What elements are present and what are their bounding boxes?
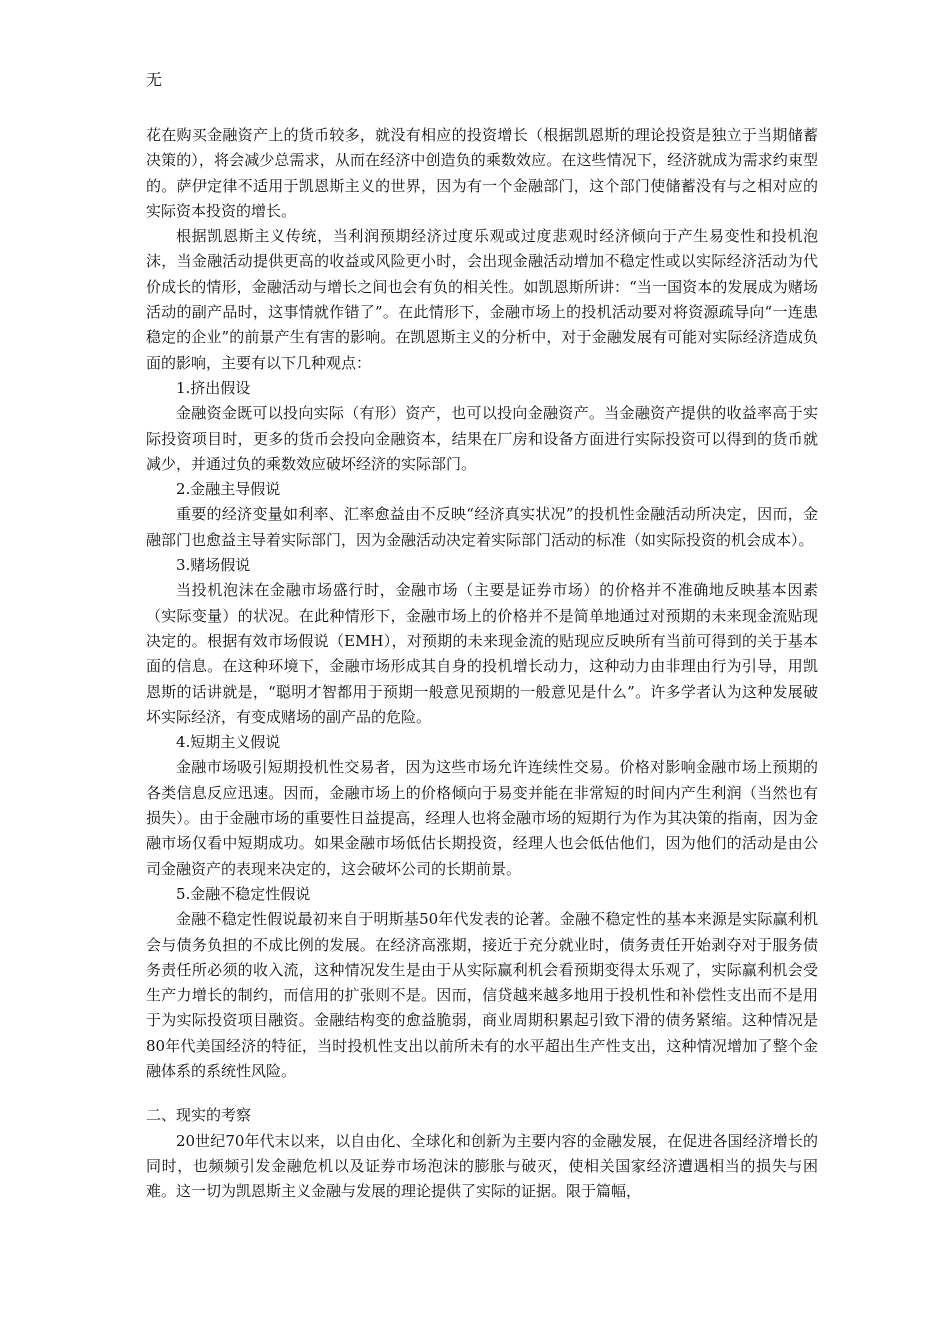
paragraph-continuation: 花在购买金融资产上的货币较多，就没有相应的投资增长（根据凯恩斯的理论投资是独立于当期储蓄决策的），将会减少总需求，从而在经济中创造负的乘数效应。在这些情况下，经济就成为需求约束型的。萨伊定律不适用于凯恩斯主义的世界，因为有一个金融部门，这个部门使储蓄没有与之相对应的实际资本投资的增长。	[146, 126, 818, 220]
section-heading-reality: 二、现实的考察	[146, 1106, 252, 1125]
paragraph-short-termism: 金融市场吸引短期投机性交易者，因为这些市场允许连续性交易。价格对影响金融市场上预期的各类信息反应迅速。因而，金融市场上的价格倾向于易变并能在非常短的时间内产生利润（当然也有损失）。由于金融市场的重要性日益提高，经理人也将金融市场的短期行为作为其决策的指南，因为金融市场仅看中短期成功。如果金融市场低估长期投资，经理人也会低估他们，因为他们的活动是由公司金融资产的表现来决定的，这会破坏公司的长期前景。	[146, 758, 818, 878]
paragraph-casino: 当投机泡沫在金融市场盛行时，金融市场（主要是证券市场）的价格并不准确地反映基本因素（实际变量）的状况。在此种情形下，金融市场上的价格并不是简单地通过对预期的未来现金流贴现决定的。根据有效市场假说（EMH），对预期的未来现金流的贴现应反映所有当前可得到的关于基本面的信息。在这种环境下，金融市场形成其自身的投机增长动力，这种动力由非理由行为引导，用凯恩斯的话讲就是，“聪明才智都用于预期一般意见预期的一般意见是什么”。许多学者认为这种发展破坏实际经济，有变成赌场的副产品的危险。	[146, 581, 818, 726]
subheading-casino: 3.赌场假说	[176, 556, 251, 575]
paragraph-keynesian-tradition: 根据凯恩斯主义传统，当利润预期经济过度乐观或过度悲观时经济倾向于产生易变性和投机泡沫，当金融活动提供更高的收益或风险更小时，会出现金融活动增加不稳定性或以实际经济活动为代价成长的情形，金融活动与增长之间也会有负的相关性。如凯恩斯所讲：“当一国资本的发展成为赌场活动的副产品时，这事情就作错了”。在此情形下，金融市场上的投机活动要对将资源疏导向“一连患稳定的企业”的前景产生有害的影响。在凯恩斯主义的分析中，对于金融发展有可能对实际经济造成负面的影响，主要有以下几种观点：	[146, 227, 818, 372]
section-gap	[146, 1084, 818, 1103]
subheading-financial-instability: 5.金融不稳定性假说	[176, 884, 311, 903]
paragraph-crowding-out: 金融资金既可以投向实际（有形）资产，也可以投向金融资产。当金融资产提供的收益率高于实际投资项目时，更多的货币会投向金融资本，结果在厂房和设备方面进行实际投资可以得到的货币就减少，并通过负的乘数效应破坏经济的实际部门。	[146, 404, 818, 473]
paragraph-finance-dominance: 重要的经济变量如利率、汇率愈益由不反映“经济真实状况”的投机性金融活动所决定，因而，金融部门也愈益主导着实际部门，因为金融活动决定着实际部门活动的标准（如实际投资的机会成本）。	[146, 505, 818, 549]
subheading-crowding-out: 1.挤出假设	[176, 378, 251, 397]
paragraph-reality: 20世纪70年代末以来，以自由化、全球化和创新为主要内容的金融发展，在促进各国经济增长的同时，也频频引发金融危机以及证券市场泡沫的膨胀与破灭，使相关国家经济遭遇相当的损失与困难。这一切为凯恩斯主义金融与发展的理论提供了实际的证据。限于篇幅，	[146, 1131, 818, 1201]
subheading-finance-dominance: 2.金融主导假说	[176, 480, 281, 499]
page-header: 无	[146, 70, 163, 89]
paragraph-financial-instability: 金融不稳定性假说最初来自于明斯基50年代发表的论著。金融不稳定性的基本来源是实际赢利机会与债务负担的不成比例的发展。在经济高涨期，接近于充分就业时，债务责任开始剥夺对于服务债务责任所必须的收入流，这种情况发生是由于从实际赢利机会看预期变得太乐观了，实际赢利机会受生产力增长的制约，而信用的扩张则不是。因而，信贷越来越多地用于投机性和补偿性支出而不是用于为实际投资项目融资。金融结构变的愈益脆弱，商业周期积累起引致下滑的债务紧缩。这种情况是80年代美国经济的特征，当时投机性支出以前所未有的水平超出生产性支出，这种情况增加了整个金融体系的系统性风险。	[146, 910, 818, 1080]
document-body	[146, 123, 818, 1204]
subheading-short-termism: 4.短期主义假说	[176, 733, 281, 752]
